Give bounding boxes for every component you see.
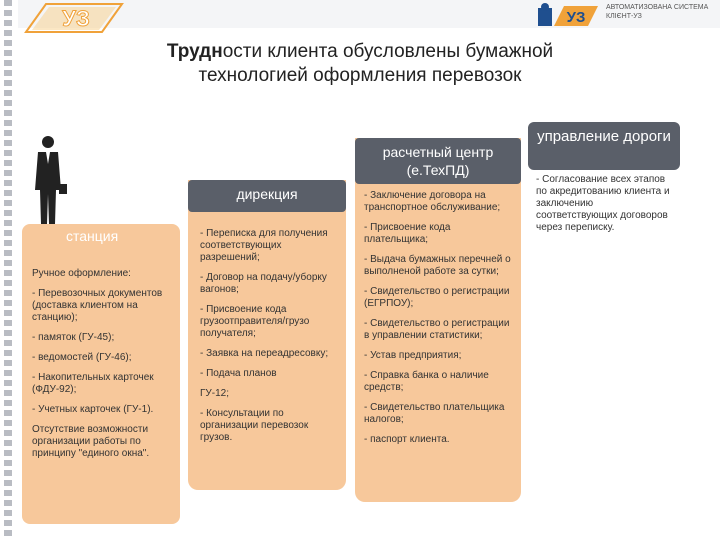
- station-list: [32, 268, 176, 468]
- list-item: - Присвоение кода грузоотправителя/грузо получателя;: [200, 304, 310, 339]
- businessman-icon: [28, 134, 68, 226]
- uz-logo-left: [22, 0, 130, 36]
- list-item: - Переписка для получения соответствующих разрешений;: [200, 228, 328, 263]
- list-item: - Перевозочных документов (доставка клиентом на станцию);: [32, 288, 163, 323]
- list-item: - Учетных карточек (ГУ-1).: [32, 404, 154, 415]
- list-item: - Договор на подачу/уборку вагонов;: [200, 272, 327, 295]
- title-bold-part: Трудн: [166, 41, 223, 62]
- list-item: - Устав предприятия;: [364, 350, 462, 361]
- list-item: Ручное оформление:: [32, 268, 131, 279]
- list-item: - памяток (ГУ-45);: [32, 332, 115, 343]
- uz-logo-right: [538, 2, 600, 30]
- settlement-list: [364, 190, 514, 454]
- list-item: - Заявка на переадресовку;: [200, 348, 329, 359]
- list-item: - ведомостей (ГУ-46);: [32, 352, 132, 363]
- list-item: - Подача планов: [200, 368, 277, 379]
- uz-logo-left-text: УЗ: [62, 6, 90, 31]
- list-item: - Свидетельство о регистрации в управлении статистики;: [364, 318, 510, 341]
- list-item: - Заключение договора на транспортное обслуживание;: [364, 190, 501, 213]
- directorate-list: [200, 228, 340, 452]
- directorate-header: дирекция: [188, 180, 346, 212]
- list-item: - Выдача бумажных перечней о выполненой работе за сутки;: [364, 254, 511, 277]
- list-item: - паспорт клиента.: [364, 434, 450, 445]
- list-item: - Согласование всех этапов по акредитованию клиента и заключению соответствующих договоров через переписку.: [536, 174, 670, 233]
- system-caption: АВТОМАТИЗОВАНА СИСТЕМА КЛІЄНТ-УЗ: [606, 4, 709, 20]
- list-item: - Свидетельство плательщика налогов;: [364, 402, 505, 425]
- page-title: [60, 40, 660, 88]
- list-item: ГУ-12;: [200, 388, 229, 399]
- title-line2: технологией оформления перевозок: [198, 65, 522, 86]
- list-item: - Консультации по организации перевозок грузов.: [200, 408, 309, 443]
- list-item: Отсутствие возможности организации работы по принципу "единого окна".: [32, 424, 150, 459]
- station-header: станция: [66, 228, 119, 244]
- decorative-dashed-border: [4, 0, 12, 540]
- railway-admin-header: управление дороги: [528, 122, 680, 170]
- list-item: - Справка банка о наличие средств;: [364, 370, 489, 393]
- settlement-header: расчетный центр (е.ТехПД): [355, 138, 521, 184]
- list-item: - Свидетельство о регистрации (ЕГРПОУ);: [364, 286, 510, 309]
- railway-admin-list: [536, 174, 674, 242]
- list-item: - Накопительных карточек (ФДУ-92);: [32, 372, 154, 395]
- uz-logo-right-text: УЗ: [566, 9, 586, 26]
- list-item: - Присвоение кода плательщика;: [364, 222, 451, 245]
- title-line1-rest: ости клиента обусловлены бумажной: [222, 41, 554, 62]
